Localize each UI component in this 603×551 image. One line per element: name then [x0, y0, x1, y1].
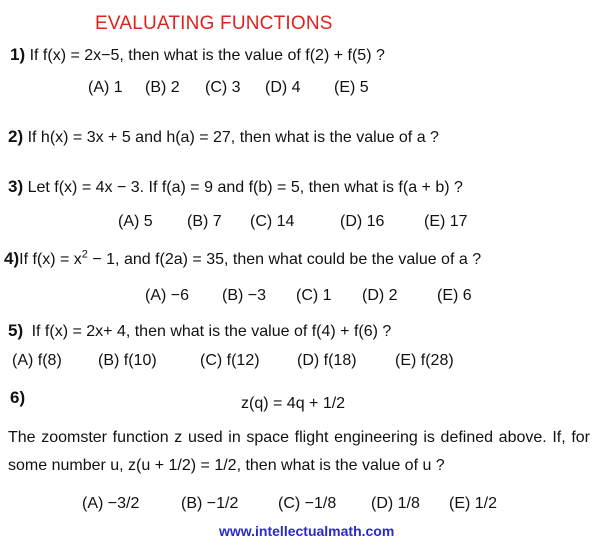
option-e: (E) 6 [437, 287, 472, 304]
website-link[interactable]: www.intellectualmath.com [219, 523, 395, 539]
option-a: (A) 1 [88, 79, 123, 96]
option-c: (C) f(12) [200, 352, 260, 369]
question-number: 3) [8, 177, 24, 196]
option-e: (E) 1/2 [449, 495, 498, 512]
option-e: (E) 17 [424, 213, 468, 230]
function-equation: z(q) = 4q + 1/2 [241, 395, 346, 412]
option-e: (E) f(28) [395, 352, 454, 369]
option-b: (B) f(10) [98, 352, 157, 369]
question-5 [8, 321, 391, 341]
question-number: 1) [10, 45, 26, 64]
question-3 [8, 177, 463, 197]
option-d: (D) f(18) [297, 352, 357, 369]
option-d: (D) 4 [265, 79, 301, 96]
option-d: (D) 16 [340, 213, 385, 230]
question-text: The zoomster function z used in space flight engineering is defined above. If, for some number u, z(u + 1/2) = 1/2, then what is the value of u ? [8, 429, 590, 474]
question-number: 6) [10, 388, 26, 407]
option-d: (D) 1/8 [371, 495, 420, 512]
question-6 [10, 388, 25, 408]
question-2 [8, 127, 439, 147]
option-c: (C) 1 [296, 287, 332, 304]
option-e: (E) 5 [334, 79, 369, 96]
option-a: (A) −3/2 [82, 495, 140, 512]
option-d: (D) 2 [362, 287, 398, 304]
question-text: If f(x) = 2x+ 4, then what is the value of f(4) + f(6) ? [31, 323, 392, 340]
option-c: (C) 14 [250, 213, 295, 230]
question-1 [10, 45, 385, 65]
question-text: If h(x) = 3x + 5 and h(a) = 27, then what is the value of a ? [27, 129, 439, 146]
option-a: (A) f(8) [12, 352, 62, 369]
option-b: (B) 7 [187, 213, 222, 230]
question-text: Let f(x) = 4x − 3. If f(a) = 9 and f(b) = 5, then what is f(a + b) ? [27, 179, 463, 196]
option-c: (C) 3 [205, 79, 241, 96]
option-b: (B) −1/2 [181, 495, 239, 512]
question-text: If f(x) = 2x−5, then what is the value of f(2) + f(5) ? [29, 47, 385, 64]
question-4 [4, 249, 481, 269]
question-number: 5) [8, 321, 24, 340]
question-number: 4) [4, 249, 20, 268]
option-b: (B) 2 [145, 79, 180, 96]
option-a: (A) 5 [118, 213, 153, 230]
worksheet-title: EVALUATING FUNCTIONS [95, 13, 333, 34]
exponent: 2 [81, 248, 88, 261]
option-c: (C) −1/8 [278, 495, 337, 512]
option-b: (B) −3 [222, 287, 267, 304]
question-text: If $f(x) = x^2 - 1$, and f(2a) = 35, then what could be the value of a ? [19, 248, 482, 268]
question-number: 2) [8, 127, 24, 146]
option-a: (A) −6 [145, 287, 190, 304]
